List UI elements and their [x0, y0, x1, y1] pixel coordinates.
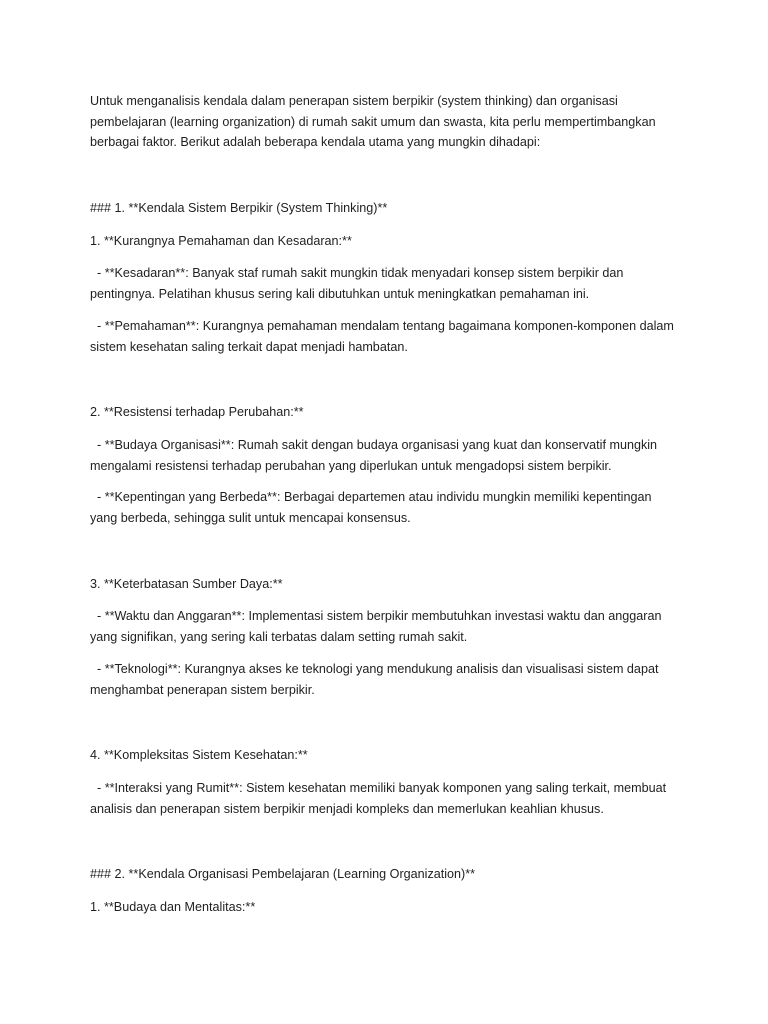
intro-paragraph: Untuk menganalisis kendala dalam penerapan sistem berpikir (system thinking) dan organisasi pembelajaran (learning organization) di rumah sakit umum dan swasta, kita perlu mempertimbangkan berbagai faktor. Berikut adalah beberapa kendala utama yang mungkin dihadapi:: [90, 94, 656, 149]
section1-item1-bullet2: - **Pemahaman**: Kurangnya pemahaman mendalam tentang bagaimana komponen-komponen dalam sistem kesehatan saling terkait dapat menjadi hambatan.: [90, 319, 674, 354]
section1-item2-bullet1: - **Budaya Organisasi**: Rumah sakit dengan budaya organisasi yang kuat dan konservatif mungkin mengalami resistensi terhadap perubahan yang diperlukan untuk mengadopsi sistem berpikir.: [90, 438, 658, 473]
section1-item3-title: 3. **Keterbatasan Sumber Daya:**: [90, 577, 283, 591]
section1-heading: ### 1. **Kendala Sistem Berpikir (System Thinking)**: [90, 201, 388, 215]
section1-item2-title: 2. **Resistensi terhadap Perubahan:**: [90, 405, 304, 419]
section2-heading: ### 2. **Kendala Organisasi Pembelajaran (Learning Organization)**: [90, 867, 476, 881]
section1-item4-bullet1: - **Interaksi yang Rumit**: Sistem kesehatan memiliki banyak komponen yang saling terkait, membuat analisis dan penerapan sistem berpikir menjadi kompleks dan memerlukan keahlian khusus.: [90, 781, 667, 816]
section2-item1-title: 1. **Budaya dan Mentalitas:**: [90, 900, 256, 914]
section1-item1-bullet1: - **Kesadaran**: Banyak staf rumah sakit mungkin tidak menyadari konsep sistem berpikir dan pentingnya. Pelatihan khusus sering kali dibutuhkan untuk meningkatkan pemahaman ini.: [90, 266, 624, 301]
section1-item3-bullet2: - **Teknologi**: Kurangnya akses ke teknologi yang mendukung analisis dan visualisasi sistem dapat menghambat penerapan sistem berpikir.: [90, 662, 659, 697]
section1-item1-title: 1. **Kurangnya Pemahaman dan Kesadaran:**: [90, 234, 352, 248]
section1-item2-bullet2: - **Kepentingan yang Berbeda**: Berbagai departemen atau individu mungkin memiliki kepentingan yang berbeda, sehingga sulit untuk mencapai konsensus.: [90, 490, 652, 525]
section1-item4-title: 4. **Kompleksitas Sistem Kesehatan:**: [90, 748, 308, 762]
section1-item3-bullet1: - **Waktu dan Anggaran**: Implementasi sistem berpikir membutuhkan investasi waktu dan anggaran yang signifikan, yang sering kali terbatas dalam setting rumah sakit.: [90, 609, 662, 644]
